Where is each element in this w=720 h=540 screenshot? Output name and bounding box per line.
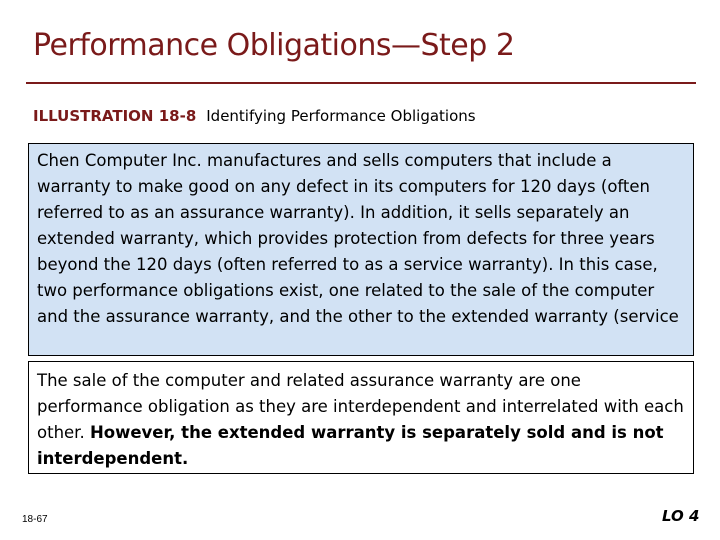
example-text-box bbox=[28, 143, 694, 356]
slide-title: Performance Obligations—Step 2 bbox=[33, 28, 515, 63]
illustration-heading bbox=[33, 107, 476, 125]
example-paragraph: Chen Computer Inc. manufactures and sells computers that include a warranty to make good on any defect in its computers for 120 days (often referred to as an assurance warranty). In addition, it sells separately an extended warranty, which provides protection from defects for three years beyond the 120 days (often referred to as a service warranty). In this case, two performance obligations exist, one related to the sale of the computer and the assurance warranty, and the other to the extended warranty (service bbox=[37, 151, 679, 326]
illustration-number: ILLUSTRATION 18-8 bbox=[33, 107, 197, 125]
title-divider bbox=[26, 82, 696, 84]
conclusion-regular-text: The sale of the computer and related assurance warranty are one performance obligation as they are interdependent and interrelated with each other. bbox=[37, 371, 684, 442]
conclusion-paragraph bbox=[37, 368, 685, 472]
illustration-caption: Identifying Performance Obligations bbox=[206, 107, 476, 125]
learning-objective-label: LO 4 bbox=[662, 507, 700, 525]
page-number: 18-67 bbox=[22, 514, 48, 525]
conclusion-bold-text: However, the extended warranty is separately sold and is not interdependent. bbox=[37, 423, 664, 468]
conclusion-text-box bbox=[28, 361, 694, 474]
